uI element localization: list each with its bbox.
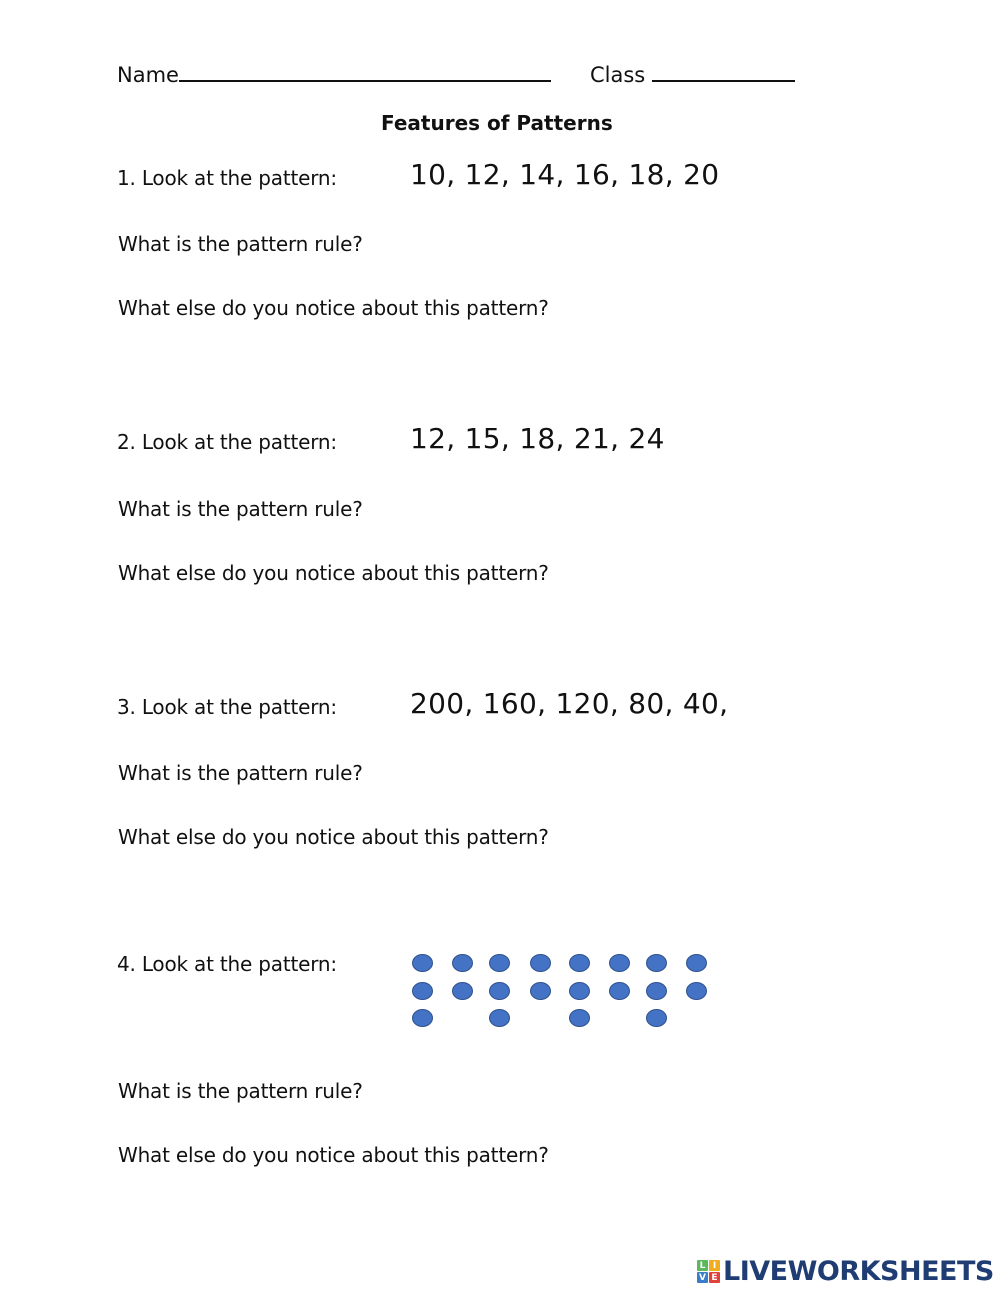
live-icon bbox=[697, 1260, 720, 1283]
pattern-dot bbox=[686, 954, 707, 972]
liveworksheets-logo bbox=[697, 1256, 994, 1287]
pattern-dot bbox=[412, 954, 433, 972]
q1-rule-question: What is the pattern rule? bbox=[118, 232, 363, 256]
pattern-dot bbox=[646, 1009, 667, 1027]
pattern-dot bbox=[489, 954, 510, 972]
pattern-dot bbox=[609, 982, 630, 1000]
name-field[interactable] bbox=[117, 62, 551, 87]
pattern-dot bbox=[609, 954, 630, 972]
pattern-dot bbox=[489, 1009, 510, 1027]
logo-letter-i: I bbox=[709, 1260, 720, 1271]
pattern-dot bbox=[530, 982, 551, 1000]
q2-prompt: 2. Look at the pattern: bbox=[117, 430, 337, 454]
q3-sequence: 200, 160, 120, 80, 40, bbox=[410, 687, 729, 720]
name-label: Name bbox=[117, 63, 179, 87]
q3-prompt: 3. Look at the pattern: bbox=[117, 695, 337, 719]
brand-name: LIVEWORKSHEETS bbox=[723, 1256, 994, 1287]
logo-letter-v: V bbox=[697, 1272, 708, 1283]
q3-notice-question: What else do you notice about this pattern? bbox=[118, 825, 549, 849]
pattern-dot bbox=[569, 982, 590, 1000]
q2-rule-question: What is the pattern rule? bbox=[118, 497, 363, 521]
q2-notice-question: What else do you notice about this pattern? bbox=[118, 561, 549, 585]
pattern-dot bbox=[646, 982, 667, 1000]
q1-notice-question: What else do you notice about this pattern? bbox=[118, 296, 549, 320]
pattern-dot bbox=[412, 982, 433, 1000]
pattern-dot bbox=[452, 982, 473, 1000]
pattern-dot bbox=[412, 1009, 433, 1027]
pattern-dot bbox=[569, 1009, 590, 1027]
class-blank-line[interactable] bbox=[652, 62, 795, 82]
name-blank-line[interactable] bbox=[179, 62, 551, 82]
q4-rule-question: What is the pattern rule? bbox=[118, 1079, 363, 1103]
pattern-dot bbox=[530, 954, 551, 972]
pattern-dot bbox=[646, 954, 667, 972]
class-label: Class bbox=[590, 63, 646, 87]
pattern-dot bbox=[569, 954, 590, 972]
class-field[interactable] bbox=[590, 62, 795, 87]
pattern-dot bbox=[686, 982, 707, 1000]
q4-notice-question: What else do you notice about this pattern? bbox=[118, 1143, 549, 1167]
logo-letter-e: E bbox=[709, 1272, 720, 1283]
q4-prompt: 4. Look at the pattern: bbox=[117, 952, 337, 976]
logo-letter-l: L bbox=[697, 1260, 708, 1271]
q1-prompt: 1. Look at the pattern: bbox=[117, 166, 337, 190]
pattern-dot bbox=[489, 982, 510, 1000]
q3-rule-question: What is the pattern rule? bbox=[118, 761, 363, 785]
q1-sequence: 10, 12, 14, 16, 18, 20 bbox=[410, 158, 720, 191]
pattern-dot bbox=[452, 954, 473, 972]
q2-sequence: 12, 15, 18, 21, 24 bbox=[410, 422, 665, 455]
worksheet-title: Features of Patterns bbox=[381, 111, 613, 135]
